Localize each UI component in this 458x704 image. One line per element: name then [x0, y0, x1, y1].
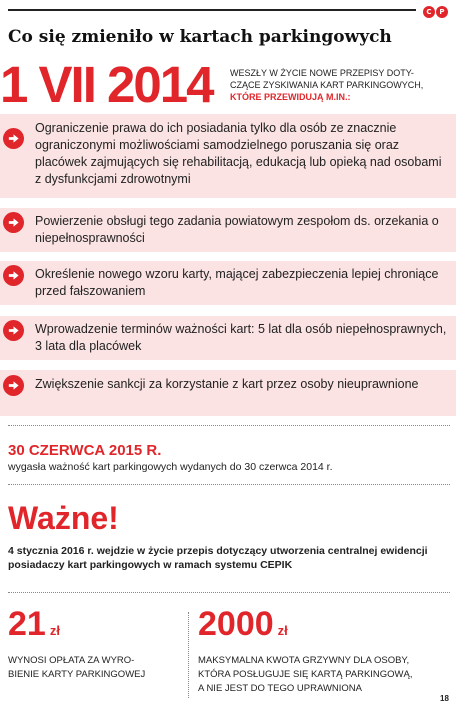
intro-text	[230, 67, 452, 103]
list-item-text: Określenie nowego wzoru karty, mającej zabezpieczenia lepiej chroniące przed fałszowaniem	[35, 267, 439, 298]
list-item-text: Powierzenie obsługi tego zadania powiatowym zespołom ds. orzekania o niepełnosprawności	[35, 214, 439, 245]
page-number: 18	[440, 694, 449, 703]
important-text: 4 stycznia 2016 r. wejdzie w życie przepis dotyczący utworzenia centralnej ewidencji posiadaczy kart parkingowych w ramach systemu CEPIK	[8, 545, 428, 571]
stat-fee-value	[8, 604, 180, 651]
divider	[8, 425, 450, 426]
stat-fine-desc	[198, 654, 450, 696]
stat-fine-value	[198, 604, 450, 651]
intro-line-1: WESZŁY W ŻYCIE NOWE PRZEPISY DOTY-	[230, 68, 414, 78]
top-rule	[8, 9, 416, 11]
list-item	[0, 208, 456, 252]
list-item	[0, 261, 456, 305]
stat-fee-unit: zł	[49, 623, 60, 638]
arrow-right-icon	[3, 265, 24, 286]
stat-fine-number: 2000	[198, 605, 274, 643]
arrow-right-icon	[3, 375, 24, 396]
stat-fine-desc-line: A NIE JEST DO TEGO UPRAWNIONA	[198, 683, 362, 694]
stat-fee-desc-line: WYNOSI OPŁATA ZA WYRO-	[8, 655, 135, 666]
expiry-heading: 30 CZERWCA 2015 R.	[8, 442, 162, 459]
arrow-right-icon	[3, 128, 24, 149]
important-heading: Ważne!	[8, 500, 119, 536]
logo-letter-c: C	[423, 6, 435, 18]
stat-fine-unit: zł	[277, 623, 288, 638]
list-item	[0, 316, 456, 360]
divider	[8, 484, 450, 485]
stat-fee-desc	[8, 654, 180, 682]
effective-date: 1 VII 2014	[0, 56, 213, 113]
stat-divider	[188, 612, 189, 698]
arrow-right-icon	[3, 212, 24, 233]
list-item-text: Zwiększenie sankcji za korzystanie z kart przez osoby nieuprawnione	[35, 377, 419, 391]
page-title: Co się zmieniło w kartach parkingowych	[8, 27, 392, 47]
intro-line-2: CZĄCE ZYSKIWANIA KART PARKINGOWYCH,	[230, 80, 424, 90]
list-item-text: Ograniczenie prawa do ich posiadania tylko dla osób ze znacznie ograniczonymi możliwościami samodzielnego poruszania się oraz placówek zajmujących się rehabilitacją, edukacją lub opieką nad osobami z dysfunkcjami zdrowotnymi	[35, 121, 442, 186]
stat-fee-number: 21	[8, 605, 46, 643]
list-item	[0, 370, 456, 416]
intro-highlight: KTÓRE PRZEWIDUJĄ M.IN.:	[230, 92, 351, 102]
stat-fee	[8, 604, 180, 682]
expiry-text: wygasła ważność kart parkingowych wydanych do 30 czerwca 2014 r.	[8, 461, 333, 473]
stat-fine-desc-line: MAKSYMALNA KWOTA GRZYWNY DLA OSOBY,	[198, 655, 410, 666]
list-item-text: Wprowadzenie terminów ważności kart: 5 lat dla osób niepełnosprawnych, 3 lata dla placówek	[35, 322, 447, 353]
logo-letter-p: P	[436, 6, 448, 18]
list-item	[0, 114, 456, 198]
divider	[8, 592, 450, 593]
publisher-logo	[423, 6, 448, 18]
stat-fee-desc-line: BIENIE KARTY PARKINGOWEJ	[8, 669, 146, 680]
stat-fine	[198, 604, 450, 696]
stat-fine-desc-line: KTÓRA POSŁUGUJE SIĘ KARTĄ PARKINGOWĄ,	[198, 669, 413, 680]
arrow-right-icon	[3, 320, 24, 341]
